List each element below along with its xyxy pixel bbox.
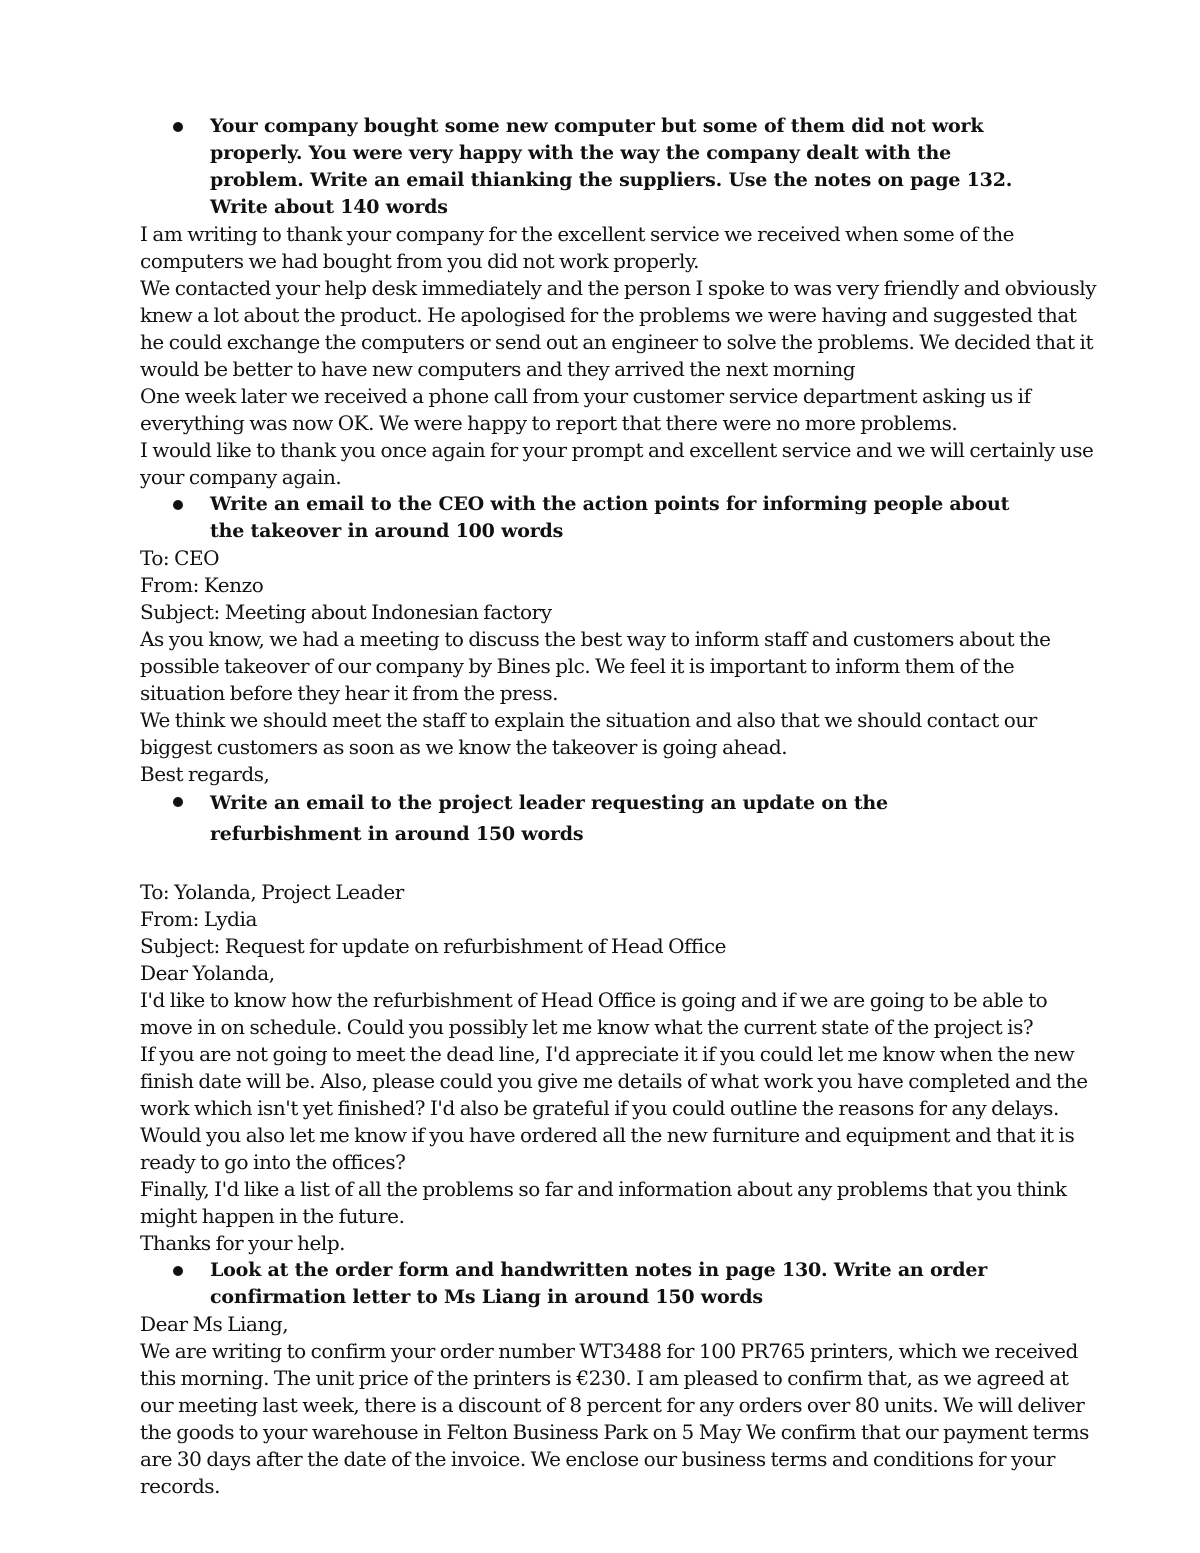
email-from-line: From: Kenzo [140,573,264,597]
task-prompt-text: Your company bought some new computer but some of them did not work properly. You were very happy with the way the company dealt with the problem. Write an email thianking the suppliers. Use the notes on page 132. Write about 140 words [210,115,1013,218]
paragraph: One week later we received a phone call from your customer service department asking us if everything was now OK. We were happy to report that there were no more problems. [140,384,1031,435]
email-subject-line: Subject: Request for update on refurbishment of Head Office [140,934,727,958]
email-from-line: From: Lydia [140,907,257,931]
bullet-icon [173,122,183,132]
task-prompt [140,788,1040,850]
email-subject-line: Subject: Meeting about Indonesian factory [140,600,552,624]
paragraph: I am writing to thank your company for the excellent service we received when some of the computers we had bought from you did not work properly. [140,222,1015,273]
paragraph: Finally, I'd like a list of all the problems so far and information about any problems that you think might happen in the future. [140,1177,1067,1228]
bullet-icon [173,1266,183,1276]
task-prompt [140,1257,1040,1311]
email-to-line: To: Yolanda, Project Leader [140,880,404,904]
paragraph: We think we should meet the staff to explain the situation and also that we should contact our biggest customers as soon as we know the takeover is going ahead. [140,708,1037,759]
document-body [140,113,1100,1500]
paragraph: If you are not going to meet the dead line, I'd appreciate it if you could let me know when the new finish date will be. Also, please could you give me details of what work you have completed and the work which isn't yet finished? I'd also be grateful if you could outline the reasons for any delays. [140,1042,1088,1120]
paragraph: I'd like to know how the refurbishment of Head Office is going and if we are going to be able to move in on schedule. Could you possibly let me know what the current state of the project is? [140,988,1048,1039]
paragraph: Would you also let me know if you have ordered all the new furniture and equipment and that it is ready to go into the offices? [140,1123,1075,1174]
bullet-icon [173,500,183,510]
blank-line [140,850,1100,879]
paragraph: As you know, we had a meeting to discuss the best way to inform staff and customers about the possible takeover of our company by Bines plc. We feel it is important to inform them of the situation before they hear it from the press. [140,627,1051,705]
email-greeting: Dear Yolanda, [140,961,275,985]
email-to-line: To: CEO [140,546,220,570]
section-refurbishment-email [140,788,1100,1257]
paragraph: We are writing to confirm your order number WT3488 for 100 PR765 printers, which we received this morning. The unit price of the printers is €230. I am pleased to confirm that, as we agreed at our meeting last week, there is a discount of 8 percent for any orders over 80 units. We will deliver the goods to your warehouse in Felton Business Park on 5 May We confirm that our payment terms are 30 days after the date of the invoice. We enclose our business terms and conditions for your records. [140,1339,1089,1498]
email-signoff: Thanks for your help. [140,1231,346,1255]
task-prompt [140,113,1040,221]
section-takeover-email [140,491,1100,788]
task-prompt [140,491,1040,545]
section-thank-you-email [140,113,1100,491]
paragraph: I would like to thank you once again for your prompt and excellent service and we will certainly use your company again. [140,438,1094,489]
email-signoff: Best regards, [140,762,270,786]
section-order-confirmation [140,1257,1100,1500]
task-prompt-text: Look at the order form and handwritten notes in page 130. Write an order confirmation letter to Ms Liang in around 150 words [210,1259,988,1308]
task-prompt-text: Write an email to the CEO with the action points for informing people about the takeover in around 100 words [210,493,1010,542]
bullet-icon [173,797,183,807]
letter-greeting: Dear Ms Liang, [140,1312,289,1336]
task-prompt-text: Write an email to the project leader requesting an update on the refurbishment in around 150 words [210,792,888,845]
paragraph: We contacted your help desk immediately and the person I spoke to was very friendly and obviously knew a lot about the product. He apologised for the problems we were having and suggested that he could exchange the computers or send out an engineer to solve the problems. We decided that it would be better to have new computers and they arrived the next morning [140,276,1097,381]
